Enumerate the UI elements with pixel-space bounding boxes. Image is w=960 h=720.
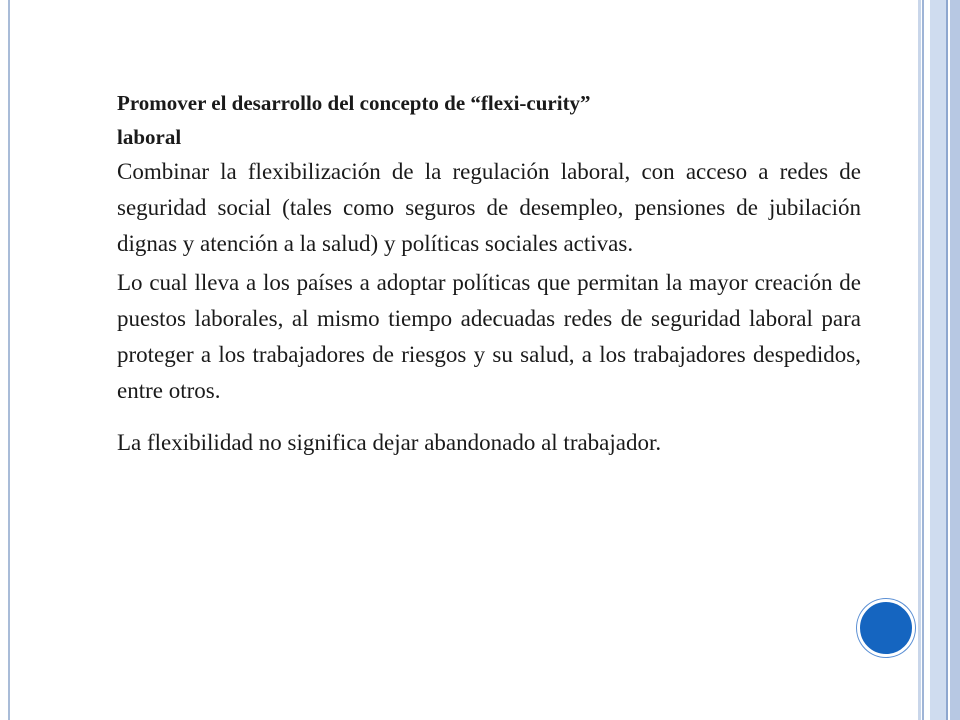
heading-line-1: Promover el desarrollo del concepto de “flexi-curity” <box>117 91 591 115</box>
slide-heading <box>117 86 861 154</box>
decorative-circle <box>857 599 915 657</box>
heading-line-2: laboral <box>117 125 182 149</box>
slide-body <box>117 86 861 461</box>
frame-stripe <box>918 0 921 720</box>
frame-stripe <box>930 0 946 720</box>
frame-stripe <box>922 0 924 720</box>
paragraph-3: La flexibilidad no significa dejar abandonado al trabajador. <box>117 430 662 455</box>
right-decorative-frame <box>918 0 960 720</box>
paragraph-2: Lo cual lleva a los países a adoptar políticas que permitan la mayor creación de puestos laborales, al mismo tiempo adecuadas redes de seguridad laboral para proteger a los trabajadores de riesgos y su salud, a los trabajadores despedidos, entre otros. <box>117 270 861 403</box>
frame-stripe <box>950 0 960 720</box>
paragraph-1: Combinar la flexibilización de la regulación laboral, con acceso a redes de seguridad social (tales como seguros de desempleo, pensiones de jubilación dignas y atención a la salud) y políticas sociales activas. <box>117 159 861 256</box>
left-border-line <box>8 0 10 720</box>
frame-stripe <box>946 0 948 720</box>
